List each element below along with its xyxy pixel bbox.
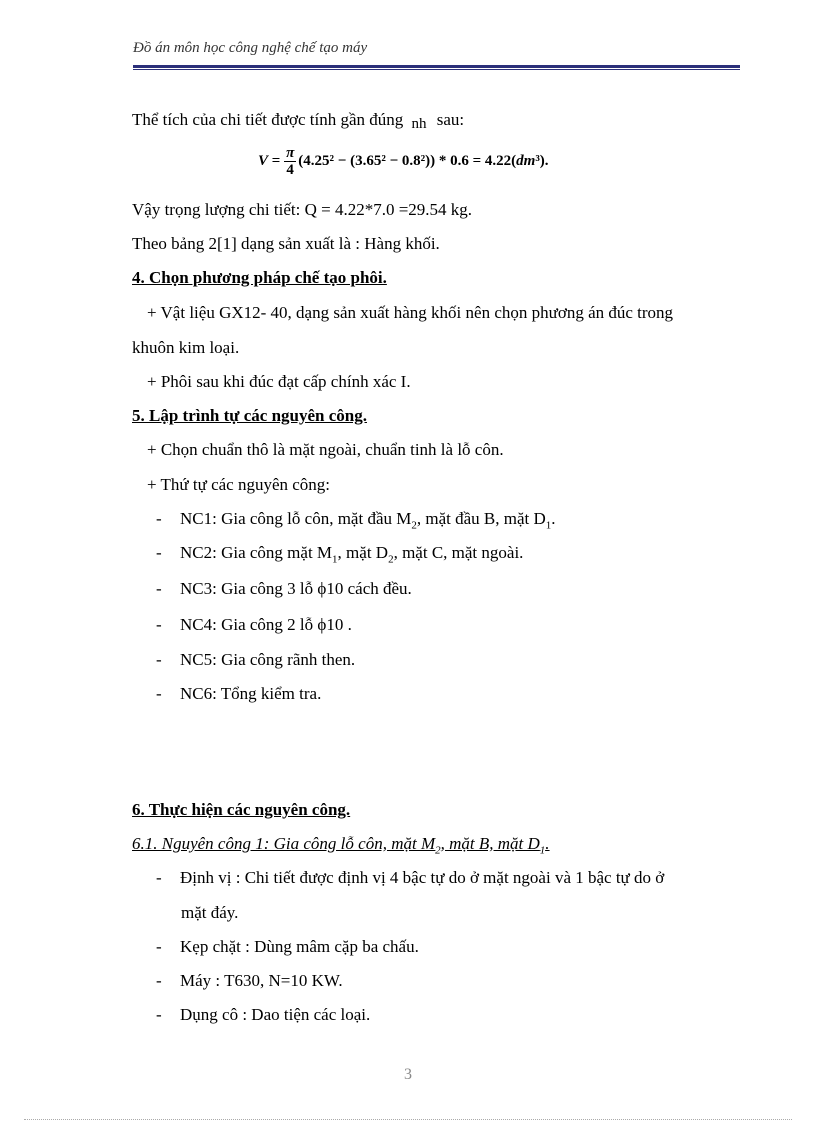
volume-sau: sau: [436,110,465,129]
section4-p2: + Phôi sau khi đúc đạt cấp chính xác I. [147,372,411,391]
list-item-nc3 [156,579,412,599]
sub-sub1: 2 [435,844,441,857]
nc3-text: NC3: Gia công 3 lỗ ϕ10 cách đều. [180,579,412,598]
may-text: Máy : T630, N=10 KW. [180,971,343,990]
dinhvi-continued: mặt đáy. [181,903,239,922]
nc2-sub1: 1 [332,553,338,566]
nc2-b: , mặt D [337,543,389,562]
list-item-may [156,971,343,991]
list-item-nc2 [156,543,523,565]
table-note-line: Theo bảng 2[1] dạng sản xuất là : Hàng khối. [132,234,440,253]
section5-p1: + Chọn chuẩn thô là mặt ngoài, chuẩn tinh là lỗ côn. [147,440,504,459]
nc5-text: NC5: Gia công rãnh then. [180,650,356,669]
sub-sub2: 1 [539,844,546,857]
list-item-nc5 [156,650,355,670]
formula-fraction [284,145,296,178]
bullet-dash: - [156,937,162,956]
formula-eq: = [268,152,285,169]
bullet-dash: - [156,1005,162,1024]
formula-tail: ³). [535,152,549,169]
sub-a: 6.1. Nguyên công 1: Gia công lỗ côn, mặt M [132,834,436,853]
bullet-dash: - [156,509,162,528]
list-item-nc1 [156,509,556,531]
section5-heading: 5. Lập trình tự các nguyên công. [132,406,367,425]
nc1-a: NC1: Gia công lỗ côn, mặt đầu M [180,509,412,528]
sub-b: , mặt B, mặt D [440,834,540,853]
section5-p2: + Thứ tự các nguyên công: [147,475,331,494]
list-item-dungcu [156,1005,370,1025]
nc1-sub1: 2 [411,519,417,532]
list-item-kep [156,937,419,957]
nc2-a: NC2: Gia công mặt M [180,543,333,562]
bullet-dash: - [156,579,162,598]
section6-heading: 6. Thực hiện các nguyên công. [132,800,351,819]
document-header: Đồ án môn học công nghệ chế tạo máy [133,40,368,56]
formula-body: (4.25² − (3.65² − 0.8²)) * 0.6 = 4.22( [298,152,517,169]
kep-text: Kẹp chặt : Dùng mâm cặp ba chấu. [180,937,419,956]
nc2-c: , mặt C, mặt ngoài. [393,543,524,562]
footer-dotted-rule [24,1119,792,1120]
nc6-text: NC6: Tổng kiểm tra. [180,684,322,703]
header-rule [133,65,740,68]
nc1-c: . [551,509,556,528]
bullet-dash: - [156,615,162,634]
volume-formula [258,145,549,178]
list-item-nc4 [156,615,352,635]
page-number: 3 [404,1066,412,1083]
dinhvi-text: Định vị : Chi tiết được định vị 4 bậc tự do ở mặt ngoài và 1 bậc tự do ở [180,868,665,887]
nc1-sub2: 1 [545,519,552,532]
bullet-dash: - [156,650,162,669]
header-rule-thin [133,69,740,70]
nc4-text: NC4: Gia công 2 lỗ ϕ10 . [180,615,352,634]
bullet-dash: - [156,543,162,562]
formula-unit: dm [516,152,536,169]
section4-p1b: khuôn kim loại. [132,338,240,357]
weight-line: Vậy trọng lượng chi tiết: Q = 4.22*7.0 =29.54 kg. [132,200,473,219]
section4-heading: 4. Chọn phương pháp chế tạo phôi. [132,268,387,287]
nc1-b: , mặt đầu B, mặt D [416,509,546,528]
bullet-dash: - [156,684,162,703]
section4-p1: + Vật liệu GX12- 40, dạng sản xuất hàng khối nên chọn phương án đúc trong [147,303,674,322]
formula-den: 4 [286,162,294,178]
sub-c: . [545,834,550,853]
bullet-dash: - [156,868,162,887]
dungcu-text: Dụng cô : Dao tiện các loại. [180,1005,371,1024]
volume-line [132,110,464,130]
section6-subheading [132,834,550,856]
list-item-dinhvi [156,868,664,888]
bullet-dash: - [156,971,162,990]
nc2-sub2: 2 [388,553,394,566]
formula-pi: π [286,145,295,161]
formula-v: V [258,152,269,169]
volume-text: Thể tích của chi tiết được tính gần đúng [132,110,404,129]
volume-nh: nh [411,116,427,132]
list-item-nc6 [156,684,321,704]
